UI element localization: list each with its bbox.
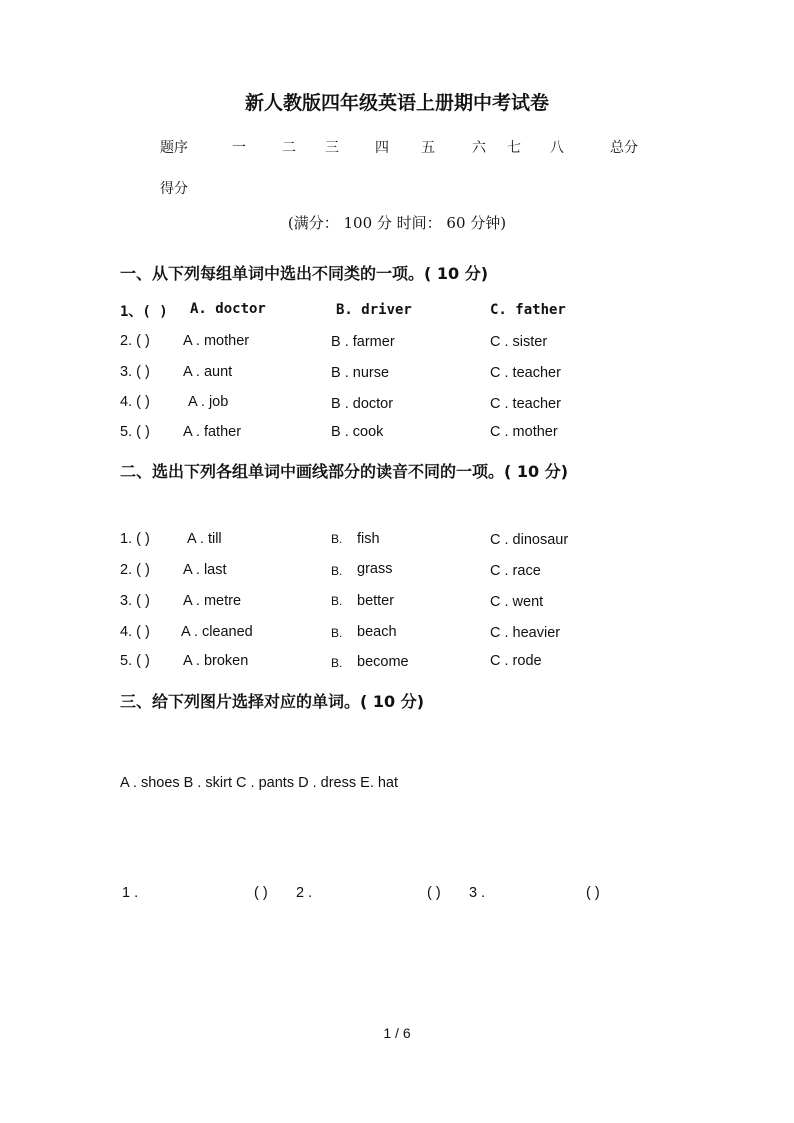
option-a: A . metre <box>183 593 242 609</box>
score-col-6: 六 <box>472 140 486 156</box>
option-a: A . mother <box>183 333 250 349</box>
answer-blank: ( ) <box>427 885 441 901</box>
page-number: 1 / 6 <box>383 1025 411 1041</box>
option-c: C . heavier <box>490 625 561 641</box>
option-b-letter: B. <box>331 594 343 608</box>
question-number: 1. ( ) <box>120 531 150 547</box>
option-c: C . went <box>490 594 544 610</box>
option-c: C. father <box>490 302 566 318</box>
option-b: grass <box>357 561 393 577</box>
option-c: C . teacher <box>490 396 561 412</box>
option-c: C . dinosaur <box>490 532 569 548</box>
option-a: A . broken <box>183 653 249 669</box>
answer-blank: ( ) <box>586 885 600 901</box>
option-b: better <box>357 593 395 609</box>
option-b: B. driver <box>336 302 412 318</box>
question-number: 5. ( ) <box>120 424 150 440</box>
option-b: B . nurse <box>331 365 390 381</box>
option-c: C . race <box>490 563 541 579</box>
document-title: 新人教版四年级英语上册期中考试卷 <box>244 92 549 114</box>
option-b-letter: B. <box>331 656 343 670</box>
section3-heading: 三、给下列图片选择对应的单词。( 10 分) <box>120 692 425 711</box>
option-c: C . mother <box>490 424 558 440</box>
question-number: 3. ( ) <box>120 593 150 609</box>
option-b-letter: B. <box>331 626 343 640</box>
score-col-3: 三 <box>325 140 339 156</box>
option-b: beach <box>357 624 397 640</box>
question-number: 3. ( ) <box>120 364 150 380</box>
option-a: A . cleaned <box>181 624 253 640</box>
option-b: B . cook <box>331 424 384 440</box>
option-c: C . rode <box>490 653 542 669</box>
question-number: 2. ( ) <box>120 333 150 349</box>
option-b-letter: B. <box>331 532 343 546</box>
score-col-5: 五 <box>421 140 435 156</box>
score-col-1: 一 <box>232 140 246 156</box>
option-a: A . job <box>188 394 229 410</box>
section2-heading: 二、选出下列各组单词中画线部分的读音不同的一项。( 10 分) <box>120 462 569 481</box>
option-a: A . till <box>187 531 222 547</box>
question-number: 4. ( ) <box>120 624 150 640</box>
option-a: A . last <box>183 562 227 578</box>
option-a: A. doctor <box>190 301 266 317</box>
option-a: A . father <box>183 424 242 440</box>
option-b: B . farmer <box>331 334 395 350</box>
score-total-label: 总分 <box>610 140 638 156</box>
word-options: A . shoes B . skirt C . pants D . dress E. hat <box>120 775 399 791</box>
score-header-label: 题序 <box>160 140 188 156</box>
answer-number: 1 . <box>122 885 139 901</box>
answer-number: 3 . <box>469 885 486 901</box>
exam-info: (满分： 100 分 时间： 60 分钟) <box>287 214 507 232</box>
question-number: 4. ( ) <box>120 394 150 410</box>
answer-number: 2 . <box>296 885 313 901</box>
option-b: become <box>357 654 409 670</box>
option-a: A . aunt <box>183 364 233 380</box>
score-col-7: 七 <box>507 140 521 156</box>
score-row-label: 得分 <box>160 181 188 197</box>
option-c: C . sister <box>490 334 548 350</box>
answer-blank: ( ) <box>254 885 268 901</box>
question-number: 2. ( ) <box>120 562 150 578</box>
section1-heading: 一、从下列每组单词中选出不同类的一项。( 10 分) <box>120 264 489 283</box>
question-number: 1、( ) <box>120 304 168 320</box>
question-number: 5. ( ) <box>120 653 150 669</box>
option-c: C . teacher <box>490 365 561 381</box>
score-col-8: 八 <box>550 140 564 156</box>
option-b: fish <box>357 531 380 547</box>
option-b-letter: B. <box>331 564 343 578</box>
option-b: B . doctor <box>331 396 394 412</box>
score-col-4: 四 <box>375 140 389 156</box>
score-col-2: 二 <box>282 140 296 156</box>
